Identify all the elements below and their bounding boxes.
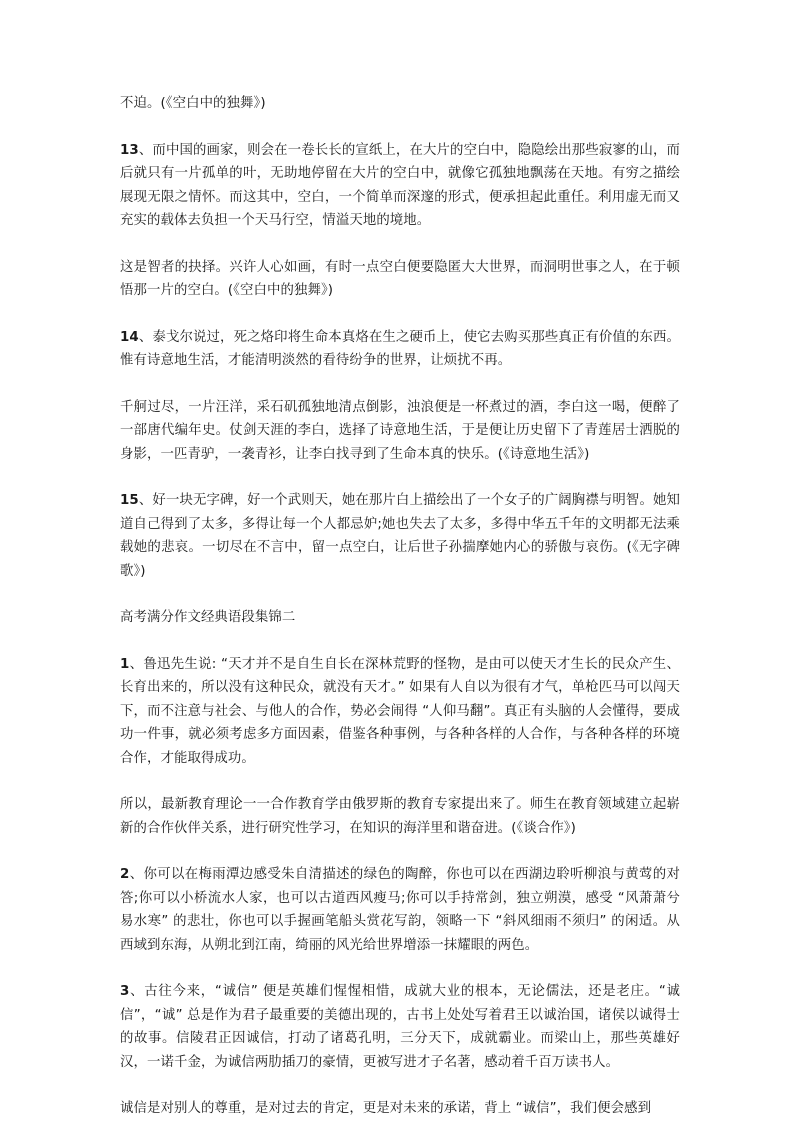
paragraph-number: 2 <box>120 867 130 882</box>
paragraph-8 <box>120 793 680 840</box>
paragraph-number: 1 <box>120 656 130 672</box>
heading-text: 高考满分作文经典语段集锦二 <box>120 610 296 625</box>
paragraph-text: 、泰戈尔说过，死之烙印将生命本真烙在生之硬币上，使它去购买那些真正有价值的东西。惟有诗意地生活，才能清明淡然的看待纷争的世界，让烦扰不再。 <box>120 329 680 368</box>
section-heading <box>120 606 680 630</box>
paragraph-number: 3 <box>120 984 130 999</box>
paragraph-text: 、好一块无字碑，好一个武则天，她在那片白上描绘出了一个女子的广阔胸襟与明智。她知道自己得到了太多，多得让每一个人都忌妒;她也失去了太多，多得中华五千年的文明都无法乘载她的悲哀。一切尽在不言中，留一点空白，让后世子孙揣摩她内心的骄傲与哀伤。(《无字碑歌》) <box>120 493 680 579</box>
paragraph-2 <box>120 256 680 303</box>
document-page <box>120 92 680 1144</box>
paragraph-text: 、你可以在梅雨潭边感受朱自清描述的绿色的陶醉，你也可以在西湖边聆听柳浪与黄莺的对答;你可以小桥流水人家，也可以古道西风瘦马;你可以手持常剑，独立朔漠，感受 “风萧萧兮易水寒” 的悲壮，你也可以手握画笔船头赏花写韵，领略一下 “斜风细雨不须归” 的闲适。从西域到东海，从朔北到江南，绮丽的风光给世界增添一抹耀眼的两色。 <box>120 867 680 953</box>
paragraph-number: 13 <box>120 142 139 158</box>
paragraph-4 <box>120 396 680 467</box>
paragraph-1 <box>120 139 680 233</box>
paragraph-text: 不迫。(《空白中的独舞》) <box>120 96 266 111</box>
paragraph-text: 诚信是对别人的尊重，是对过去的肯定，更是对未来的承诺，背上 “诚信”，我们便会感到 <box>120 1101 652 1116</box>
paragraph-11 <box>120 1097 680 1121</box>
paragraph-text: 、古往今来，“诚信” 便是英雄们惺惺相惜，成就大业的根本，无论儒法，还是老庄。“诚信”，“诚” 总是作为君子最重要的美德出现的，古书上处处写着君王以诚治国，诸侯以诚得士的故事。信陵君正因诚信，打动了诸葛孔明，三分天下，成就霸业。而梁山上，那些英雄好汉，一诺千金，为诚信两肋插刀的豪情，更被写进才子名著，感动着千百万读书人。 <box>120 984 680 1070</box>
paragraph-text: 、而中国的画家，则会在一卷长长的宣纸上，在大片的空白中，隐隐绘出那些寂寥的山，而后就只有一片孤单的叶，无助地停留在大片的空白中，就像它孤独地飘荡在天地。有穷之描绘展现无限之情怀。而这其中，空白，一个简单而深邃的形式，便承担起此重任。利用虚无而又充实的载体去负担一个天马行空，情溢天地的境地。 <box>120 142 680 228</box>
paragraph-text: 、鲁迅先生说: “天才并不是自生自长在深林荒野的怪物，是由可以使天才生长的民众产生、长育出来的，所以没有这种民众，就没有天才。” 如果有人自以为很有才气，单枪匹马可以闯天下，而不注意与社会、与他人的合作，势必会闹得 “人仰马翻”。真正有头脑的人会懂得，要成功一件事，就必须考虑多方面因素，借鉴各种事例，与各种各样的人合作，与各种各样的环境合作，才能取得成功。 <box>120 656 680 766</box>
paragraph-text: 所以，最新教育理论一一合作教育学由俄罗斯的教育专家提出来了。师生在教育领域建立起崭新的合作伙伴关系，进行研究性学习，在知识的海洋里和谐奋进。(《谈合作》) <box>120 797 680 836</box>
paragraph-0 <box>120 92 680 116</box>
paragraph-10 <box>120 980 680 1074</box>
paragraph-number: 15 <box>120 493 139 508</box>
paragraph-number: 14 <box>120 329 139 345</box>
paragraph-9 <box>120 863 680 957</box>
paragraph-5 <box>120 489 680 583</box>
paragraph-text: 这是智者的抉择。兴许人心如画，有时一点空白便要隐匿大大世界，而洞明世事之人，在于顿悟那一片的空白。(《空白中的独舞》) <box>120 259 680 298</box>
paragraph-7 <box>120 653 680 771</box>
paragraph-text: 千舸过尽，一片汪洋，采石矶孤独地清点倒影，浊浪便是一杯煮过的酒，李白这一喝，便醉了一部唐代编年史。仗剑天涯的李白，选择了诗意地生活，于是便让历史留下了青莲居士洒脱的身影，一匹青驴，一袭青衫，让李白找寻到了生命本真的快乐。(《诗意地生活》) <box>120 399 680 462</box>
paragraph-3 <box>120 326 680 373</box>
